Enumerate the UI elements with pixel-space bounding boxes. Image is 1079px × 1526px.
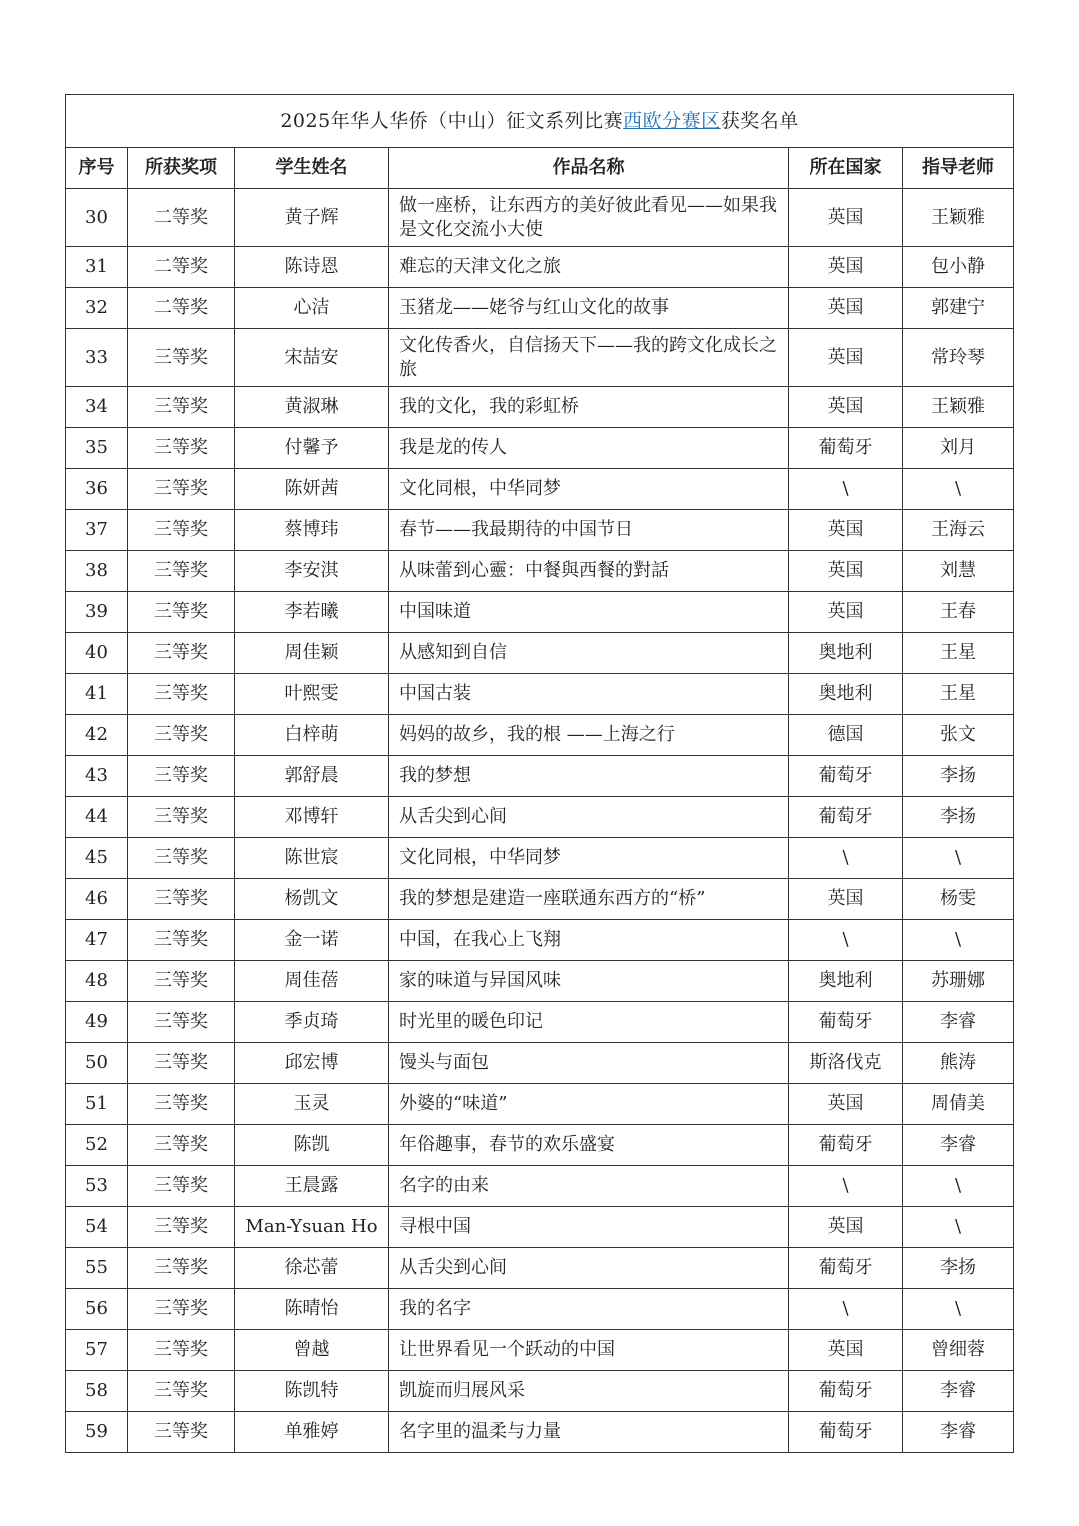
cell-country: 英国 bbox=[789, 879, 903, 920]
col-header-number: 序号 bbox=[66, 148, 128, 189]
cell-work: 凯旋而归展风采 bbox=[389, 1371, 789, 1412]
cell-student: 宋喆安 bbox=[235, 329, 389, 387]
cell-teacher: \ bbox=[903, 1207, 1014, 1248]
cell-number: 30 bbox=[66, 189, 128, 247]
cell-teacher: 李扬 bbox=[903, 1248, 1014, 1289]
cell-number: 32 bbox=[66, 288, 128, 329]
cell-teacher: 王星 bbox=[903, 674, 1014, 715]
cell-student: 心洁 bbox=[235, 288, 389, 329]
cell-student: 黄子辉 bbox=[235, 189, 389, 247]
cell-award: 三等奖 bbox=[128, 1125, 235, 1166]
col-header-student: 学生姓名 bbox=[235, 148, 389, 189]
cell-work: 从感知到自信 bbox=[389, 633, 789, 674]
cell-teacher: 张文 bbox=[903, 715, 1014, 756]
cell-award: 三等奖 bbox=[128, 674, 235, 715]
cell-number: 39 bbox=[66, 592, 128, 633]
cell-work: 外婆的“味道” bbox=[389, 1084, 789, 1125]
cell-award: 三等奖 bbox=[128, 469, 235, 510]
cell-student: 陈凯 bbox=[235, 1125, 389, 1166]
cell-student: 白梓萌 bbox=[235, 715, 389, 756]
cell-student: 王晨露 bbox=[235, 1166, 389, 1207]
cell-teacher: 李扬 bbox=[903, 797, 1014, 838]
cell-country: 德国 bbox=[789, 715, 903, 756]
table-row bbox=[66, 1289, 1014, 1330]
cell-number: 51 bbox=[66, 1084, 128, 1125]
region-link[interactable]: 西欧分赛区 bbox=[623, 110, 721, 132]
cell-number: 31 bbox=[66, 247, 128, 288]
cell-work: 让世界看见一个跃动的中国 bbox=[389, 1330, 789, 1371]
cell-award: 三等奖 bbox=[128, 797, 235, 838]
cell-number: 57 bbox=[66, 1330, 128, 1371]
cell-teacher: 李睿 bbox=[903, 1371, 1014, 1412]
cell-teacher: 刘月 bbox=[903, 428, 1014, 469]
table-row bbox=[66, 288, 1014, 329]
cell-teacher: 周倩美 bbox=[903, 1084, 1014, 1125]
cell-teacher: 苏珊娜 bbox=[903, 961, 1014, 1002]
cell-number: 43 bbox=[66, 756, 128, 797]
cell-country: 葡萄牙 bbox=[789, 1412, 903, 1453]
cell-number: 36 bbox=[66, 469, 128, 510]
cell-country: 奥地利 bbox=[789, 633, 903, 674]
cell-teacher: 王星 bbox=[903, 633, 1014, 674]
cell-teacher: 李扬 bbox=[903, 756, 1014, 797]
table-row bbox=[66, 1330, 1014, 1371]
cell-student: 陈世宸 bbox=[235, 838, 389, 879]
cell-country: 英国 bbox=[789, 329, 903, 387]
cell-country: \ bbox=[789, 838, 903, 879]
cell-number: 49 bbox=[66, 1002, 128, 1043]
cell-work: 从舌尖到心间 bbox=[389, 1248, 789, 1289]
cell-student: 徐芯蕾 bbox=[235, 1248, 389, 1289]
cell-award: 二等奖 bbox=[128, 288, 235, 329]
cell-number: 44 bbox=[66, 797, 128, 838]
cell-country: 英国 bbox=[789, 247, 903, 288]
cell-teacher: 王春 bbox=[903, 592, 1014, 633]
cell-country: \ bbox=[789, 1289, 903, 1330]
table-row bbox=[66, 1002, 1014, 1043]
cell-award: 三等奖 bbox=[128, 838, 235, 879]
cell-award: 三等奖 bbox=[128, 1330, 235, 1371]
cell-work: 做一座桥，让东西方的美好彼此看见——如果我是文化交流小大使 bbox=[389, 189, 789, 247]
col-header-work: 作品名称 bbox=[389, 148, 789, 189]
cell-award: 三等奖 bbox=[128, 1207, 235, 1248]
table-row bbox=[66, 1043, 1014, 1084]
cell-award: 三等奖 bbox=[128, 551, 235, 592]
title-prefix: 2025年华人华侨（中山）征文系列比赛 bbox=[280, 110, 624, 132]
cell-work: 年俗趣事，春节的欢乐盛宴 bbox=[389, 1125, 789, 1166]
cell-student: 陈晴怡 bbox=[235, 1289, 389, 1330]
cell-work: 我的梦想是建造一座联通东西方的“桥” bbox=[389, 879, 789, 920]
cell-country: \ bbox=[789, 1166, 903, 1207]
cell-student: 金一诺 bbox=[235, 920, 389, 961]
table-row bbox=[66, 756, 1014, 797]
cell-country: 英国 bbox=[789, 1330, 903, 1371]
cell-teacher: \ bbox=[903, 1289, 1014, 1330]
cell-number: 45 bbox=[66, 838, 128, 879]
cell-student: 郭舒晨 bbox=[235, 756, 389, 797]
cell-student: 周佳颖 bbox=[235, 633, 389, 674]
cell-student: 玉灵 bbox=[235, 1084, 389, 1125]
table-row bbox=[66, 1412, 1014, 1453]
cell-award: 二等奖 bbox=[128, 189, 235, 247]
cell-student: 蔡博玮 bbox=[235, 510, 389, 551]
table-row bbox=[66, 387, 1014, 428]
cell-teacher: 王海云 bbox=[903, 510, 1014, 551]
cell-award: 三等奖 bbox=[128, 633, 235, 674]
cell-work: 妈妈的故乡，我的根 ——上海之行 bbox=[389, 715, 789, 756]
cell-teacher: 王颖雅 bbox=[903, 387, 1014, 428]
col-header-award: 所获奖项 bbox=[128, 148, 235, 189]
col-header-teacher: 指导老师 bbox=[903, 148, 1014, 189]
table-title bbox=[66, 95, 1014, 148]
cell-country: \ bbox=[789, 469, 903, 510]
cell-award: 三等奖 bbox=[128, 329, 235, 387]
cell-work: 名字里的温柔与力量 bbox=[389, 1412, 789, 1453]
cell-country: 斯洛伐克 bbox=[789, 1043, 903, 1084]
cell-country: 英国 bbox=[789, 510, 903, 551]
table-row bbox=[66, 674, 1014, 715]
cell-work: 难忘的天津文化之旅 bbox=[389, 247, 789, 288]
cell-work: 我的文化，我的彩虹桥 bbox=[389, 387, 789, 428]
cell-student: 季贞琦 bbox=[235, 1002, 389, 1043]
cell-country: 英国 bbox=[789, 189, 903, 247]
cell-work: 时光里的暖色印记 bbox=[389, 1002, 789, 1043]
cell-work: 寻根中国 bbox=[389, 1207, 789, 1248]
cell-teacher: 刘慧 bbox=[903, 551, 1014, 592]
table-row bbox=[66, 920, 1014, 961]
cell-award: 三等奖 bbox=[128, 387, 235, 428]
cell-work: 文化同根，中华同梦 bbox=[389, 838, 789, 879]
table-row bbox=[66, 1125, 1014, 1166]
cell-work: 家的味道与异国风味 bbox=[389, 961, 789, 1002]
cell-student: 邱宏博 bbox=[235, 1043, 389, 1084]
table-row bbox=[66, 838, 1014, 879]
cell-teacher: 包小静 bbox=[903, 247, 1014, 288]
cell-award: 三等奖 bbox=[128, 1002, 235, 1043]
cell-award: 三等奖 bbox=[128, 510, 235, 551]
cell-student: Man-Ysuan Ho bbox=[235, 1207, 389, 1248]
cell-teacher: 王颖雅 bbox=[903, 189, 1014, 247]
cell-teacher: 杨雯 bbox=[903, 879, 1014, 920]
cell-teacher: 李睿 bbox=[903, 1125, 1014, 1166]
cell-country: 英国 bbox=[789, 288, 903, 329]
cell-award: 三等奖 bbox=[128, 1166, 235, 1207]
table-row bbox=[66, 1084, 1014, 1125]
cell-teacher: 李睿 bbox=[903, 1002, 1014, 1043]
cell-student: 单雅婷 bbox=[235, 1412, 389, 1453]
cell-work: 春节——我最期待的中国节日 bbox=[389, 510, 789, 551]
cell-number: 46 bbox=[66, 879, 128, 920]
table-row bbox=[66, 592, 1014, 633]
table-row bbox=[66, 1371, 1014, 1412]
table-row bbox=[66, 329, 1014, 387]
cell-work: 馒头与面包 bbox=[389, 1043, 789, 1084]
title-suffix: 获奖名单 bbox=[720, 110, 799, 132]
cell-student: 陈凯特 bbox=[235, 1371, 389, 1412]
table-row bbox=[66, 551, 1014, 592]
cell-award: 三等奖 bbox=[128, 1371, 235, 1412]
cell-number: 40 bbox=[66, 633, 128, 674]
cell-number: 55 bbox=[66, 1248, 128, 1289]
cell-award: 三等奖 bbox=[128, 1043, 235, 1084]
cell-teacher: 熊涛 bbox=[903, 1043, 1014, 1084]
cell-work: 中国古装 bbox=[389, 674, 789, 715]
table-row bbox=[66, 1166, 1014, 1207]
table-row bbox=[66, 189, 1014, 247]
award-list-document bbox=[65, 94, 1013, 1453]
table-row bbox=[66, 633, 1014, 674]
cell-country: 葡萄牙 bbox=[789, 428, 903, 469]
cell-number: 37 bbox=[66, 510, 128, 551]
cell-teacher: 李睿 bbox=[903, 1412, 1014, 1453]
cell-country: 葡萄牙 bbox=[789, 1248, 903, 1289]
cell-country: 英国 bbox=[789, 387, 903, 428]
cell-country: 英国 bbox=[789, 1084, 903, 1125]
cell-student: 叶熙雯 bbox=[235, 674, 389, 715]
cell-number: 52 bbox=[66, 1125, 128, 1166]
cell-number: 35 bbox=[66, 428, 128, 469]
cell-country: 奥地利 bbox=[789, 961, 903, 1002]
cell-number: 33 bbox=[66, 329, 128, 387]
cell-award: 三等奖 bbox=[128, 920, 235, 961]
cell-work: 从味蕾到心靈：中餐與西餐的對話 bbox=[389, 551, 789, 592]
cell-work: 文化同根，中华同梦 bbox=[389, 469, 789, 510]
cell-number: 54 bbox=[66, 1207, 128, 1248]
header-row bbox=[66, 148, 1014, 189]
cell-award: 三等奖 bbox=[128, 961, 235, 1002]
cell-award: 三等奖 bbox=[128, 879, 235, 920]
cell-award: 三等奖 bbox=[128, 715, 235, 756]
cell-country: 英国 bbox=[789, 551, 903, 592]
cell-country: 葡萄牙 bbox=[789, 1002, 903, 1043]
cell-work: 名字的由来 bbox=[389, 1166, 789, 1207]
table-row bbox=[66, 510, 1014, 551]
cell-country: 奥地利 bbox=[789, 674, 903, 715]
cell-number: 59 bbox=[66, 1412, 128, 1453]
cell-work: 我的名字 bbox=[389, 1289, 789, 1330]
cell-award: 二等奖 bbox=[128, 247, 235, 288]
table-row bbox=[66, 1207, 1014, 1248]
table-row bbox=[66, 879, 1014, 920]
cell-number: 56 bbox=[66, 1289, 128, 1330]
cell-number: 41 bbox=[66, 674, 128, 715]
cell-number: 47 bbox=[66, 920, 128, 961]
cell-student: 杨凯文 bbox=[235, 879, 389, 920]
cell-student: 周佳蓓 bbox=[235, 961, 389, 1002]
table-row bbox=[66, 247, 1014, 288]
cell-student: 黄淑琳 bbox=[235, 387, 389, 428]
cell-work: 从舌尖到心间 bbox=[389, 797, 789, 838]
cell-award: 三等奖 bbox=[128, 592, 235, 633]
cell-teacher: \ bbox=[903, 838, 1014, 879]
cell-country: 葡萄牙 bbox=[789, 797, 903, 838]
table-row bbox=[66, 961, 1014, 1002]
cell-teacher: 曾细蓉 bbox=[903, 1330, 1014, 1371]
cell-award: 三等奖 bbox=[128, 428, 235, 469]
cell-student: 李安淇 bbox=[235, 551, 389, 592]
table-row bbox=[66, 469, 1014, 510]
award-table bbox=[65, 94, 1014, 1453]
table-row bbox=[66, 428, 1014, 469]
cell-number: 50 bbox=[66, 1043, 128, 1084]
table-row bbox=[66, 797, 1014, 838]
cell-country: 葡萄牙 bbox=[789, 1371, 903, 1412]
table-row bbox=[66, 715, 1014, 756]
cell-teacher: \ bbox=[903, 1166, 1014, 1207]
cell-teacher: 郭建宁 bbox=[903, 288, 1014, 329]
cell-number: 48 bbox=[66, 961, 128, 1002]
cell-number: 58 bbox=[66, 1371, 128, 1412]
cell-number: 34 bbox=[66, 387, 128, 428]
cell-country: 英国 bbox=[789, 1207, 903, 1248]
cell-teacher: 常玲琴 bbox=[903, 329, 1014, 387]
cell-country: 葡萄牙 bbox=[789, 1125, 903, 1166]
cell-student: 陈妍茜 bbox=[235, 469, 389, 510]
cell-work: 中国味道 bbox=[389, 592, 789, 633]
cell-student: 曾越 bbox=[235, 1330, 389, 1371]
cell-work: 文化传香火，自信扬天下——我的跨文化成长之旅 bbox=[389, 329, 789, 387]
cell-country: 葡萄牙 bbox=[789, 756, 903, 797]
cell-teacher: \ bbox=[903, 469, 1014, 510]
cell-award: 三等奖 bbox=[128, 1289, 235, 1330]
table-row bbox=[66, 1248, 1014, 1289]
cell-student: 付馨予 bbox=[235, 428, 389, 469]
cell-student: 邓博轩 bbox=[235, 797, 389, 838]
table-body bbox=[66, 189, 1014, 1453]
cell-country: \ bbox=[789, 920, 903, 961]
cell-award: 三等奖 bbox=[128, 756, 235, 797]
col-header-country: 所在国家 bbox=[789, 148, 903, 189]
cell-award: 三等奖 bbox=[128, 1412, 235, 1453]
cell-teacher: \ bbox=[903, 920, 1014, 961]
cell-student: 陈诗恩 bbox=[235, 247, 389, 288]
cell-work: 中国，在我心上飞翔 bbox=[389, 920, 789, 961]
cell-country: 英国 bbox=[789, 592, 903, 633]
cell-award: 三等奖 bbox=[128, 1084, 235, 1125]
cell-award: 三等奖 bbox=[128, 1248, 235, 1289]
cell-student: 李若曦 bbox=[235, 592, 389, 633]
cell-work: 我是龙的传人 bbox=[389, 428, 789, 469]
cell-work: 玉猪龙——姥爷与红山文化的故事 bbox=[389, 288, 789, 329]
cell-work: 我的梦想 bbox=[389, 756, 789, 797]
cell-number: 42 bbox=[66, 715, 128, 756]
cell-number: 53 bbox=[66, 1166, 128, 1207]
cell-number: 38 bbox=[66, 551, 128, 592]
